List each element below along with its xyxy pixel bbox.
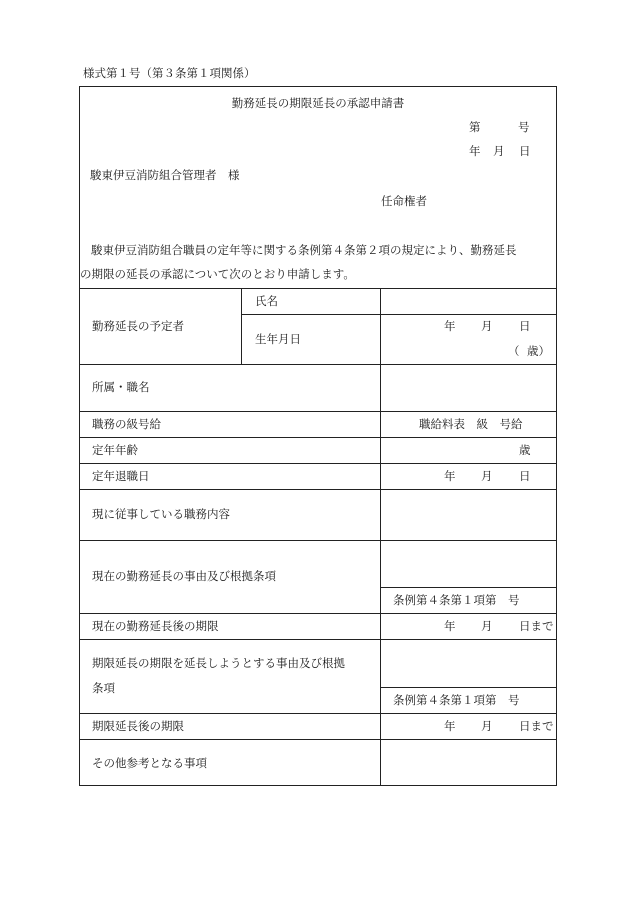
- after-period-day: 日まで: [519, 719, 554, 733]
- retire-age-label: 定年年齢: [92, 443, 138, 457]
- birthdate-label: 生年月日: [255, 332, 301, 346]
- grid-line: [79, 639, 557, 640]
- form-number: 様式第１号（第３条第１項関係）: [83, 66, 256, 80]
- retire-year: 年: [444, 469, 456, 483]
- affiliation-label: 所属・職名: [92, 380, 150, 394]
- birth-month: 月: [481, 319, 493, 333]
- date-month: 月: [493, 144, 505, 158]
- addressee: 駿東伊豆消防組合管理者 様: [90, 168, 240, 182]
- grid-line: [79, 489, 557, 490]
- grid-line: [380, 587, 557, 588]
- current-duty-label: 現に従事している職務内容: [92, 507, 230, 521]
- birth-day: 日: [519, 319, 531, 333]
- grid-line: [79, 739, 557, 740]
- grid-line: [380, 687, 557, 688]
- extend-reason-line-2: 条項: [92, 681, 115, 695]
- body-text-line-2: の期限の延長の承認について次のとおり申請します。: [80, 267, 355, 281]
- grid-line: [79, 540, 557, 541]
- application-form-frame: [79, 86, 557, 786]
- number-dai: 第: [469, 120, 481, 134]
- birth-year: 年: [444, 319, 456, 333]
- current-period-label: 現在の勤務延長後の期限: [92, 619, 219, 633]
- body-text-line-1: 駿東伊豆消防組合職員の定年等に関する条例第４条第２項の規定により、勤務延長: [91, 243, 517, 257]
- grid-line: [241, 314, 557, 315]
- grid-line: [241, 288, 242, 364]
- after-period-label: 期限延長後の期限: [92, 719, 184, 733]
- reason-label: 現在の勤務延長の事由及び根拠条項: [92, 569, 276, 583]
- grid-line: [79, 411, 557, 412]
- extend-reason-line-1: 期限延長の期限を延長しようとする事由及び根拠: [92, 656, 345, 670]
- appointer: 任命権者: [381, 194, 427, 208]
- number-go: 号: [518, 120, 530, 134]
- retire-age-unit: 歳: [519, 443, 531, 457]
- form-title: 勤務延長の期限延長の承認申請書: [231, 96, 405, 110]
- date-day: 日: [519, 144, 531, 158]
- current-period-day: 日まで: [519, 619, 554, 633]
- grid-line: [380, 288, 381, 785]
- grid-line: [79, 288, 557, 289]
- retire-day: 日: [519, 469, 531, 483]
- retire-month: 月: [481, 469, 493, 483]
- grid-line: [79, 463, 557, 464]
- grade-label: 職務の級号給: [92, 417, 161, 431]
- extend-clause: 条例第４条第１項第 号: [393, 693, 520, 707]
- name-label: 氏名: [255, 294, 278, 308]
- date-year: 年: [469, 144, 481, 158]
- employee-label: 勤務延長の予定者: [92, 319, 184, 333]
- age-close: 歳）: [527, 344, 550, 358]
- after-period-year: 年: [444, 719, 456, 733]
- grid-line: [79, 713, 557, 714]
- reason-clause: 条例第４条第１項第 号: [393, 593, 520, 607]
- grid-line: [79, 613, 557, 614]
- current-period-month: 月: [481, 619, 493, 633]
- current-period-year: 年: [444, 619, 456, 633]
- retire-date-label: 定年退職日: [92, 469, 150, 483]
- after-period-month: 月: [481, 719, 493, 733]
- age-open: （: [508, 344, 520, 358]
- grid-line: [79, 437, 557, 438]
- other-label: その他参考となる事項: [92, 756, 207, 770]
- grid-line: [79, 364, 557, 365]
- grade-value: 職給料表 級 号給: [419, 417, 523, 431]
